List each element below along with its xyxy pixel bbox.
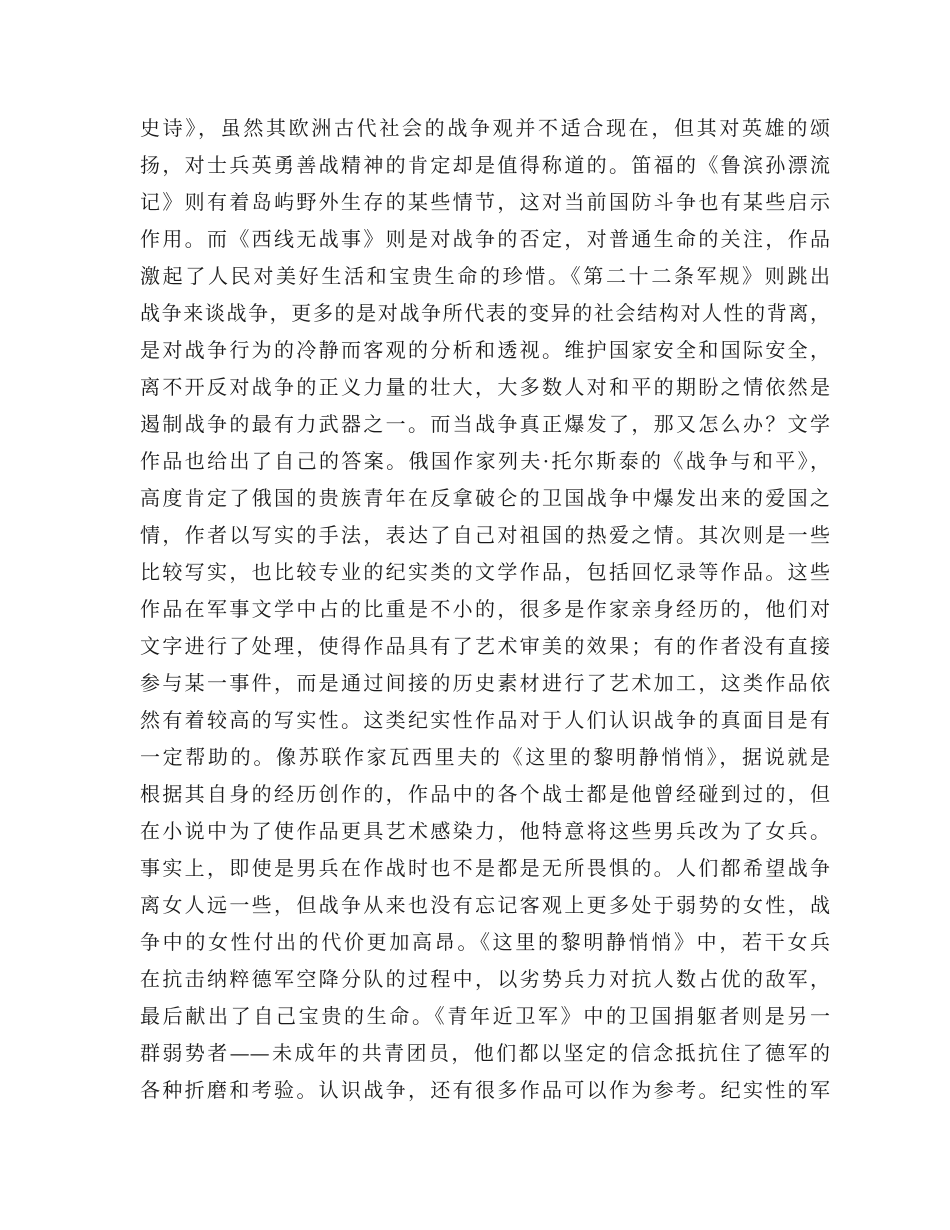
text-line: 记》则有着岛屿野外生存的某些情节，这对当前国防斗争也有某些启示 [140,190,830,214]
text-line: 争中的女性付出的代价更加高昂。《这里的黎明静悄悄》中，若干女兵 [140,930,830,954]
text-line: 各种折磨和考验。认识战争，还有很多作品可以作为参考。纪实性的军 [140,1078,830,1102]
text-line: 作用。而《西线无战事》则是对战争的否定，对普通生命的关注，作品 [140,227,830,251]
text-line: 比较写实，也比较专业的纪实类的文学作品，包括回忆录等作品。这些 [140,560,830,584]
text-line: 高度肯定了俄国的贵族青年在反拿破仑的卫国战争中爆发出来的爱国之 [140,486,830,510]
text-line: 根据其自身的经历创作的，作品中的各个战士都是他曾经碰到过的，但 [140,782,830,806]
text-line: 遏制战争的最有力武器之一。而当战争真正爆发了，那又怎么办？文学 [140,412,830,436]
text-line: 离女人远一些，但战争从来也没有忘记客观上更多处于弱势的女性，战 [140,893,830,917]
text-line: 在抗击纳粹德军空降分队的过程中，以劣势兵力对抗人数占优的敌军， [140,967,830,991]
text-line: 群弱势者——未成年的共青团员，他们都以坚定的信念抵抗住了德军的 [140,1041,830,1065]
text-line: 然有着较高的写实性。这类纪实性作品对于人们认识战争的真面目是有 [140,708,830,732]
text-line: 参与某一事件，而是通过间接的历史素材进行了艺术加工，这类作品依 [140,671,830,695]
text-line: 情，作者以写实的手法，表达了自己对祖国的热爱之情。其次则是一些 [140,523,830,547]
text-line: 史诗》，虽然其欧洲古代社会的战争观并不适合现在，但其对英雄的颂 [140,116,830,140]
text-line: 一定帮助的。像苏联作家瓦西里夫的《这里的黎明静悄悄》，据说就是 [140,745,830,769]
text-line: 作品也给出了自己的答案。俄国作家列夫·托尔斯泰的《战争与和平》， [140,449,830,473]
body-paragraph [140,110,830,1109]
text-line: 作品在军事文学中占的比重是不小的，很多是作家亲身经历的，他们对 [140,597,830,621]
text-line: 事实上，即使是男兵在作战时也不是都是无所畏惧的。人们都希望战争 [140,856,830,880]
text-line: 是对战争行为的冷静而客观的分析和透视。维护国家安全和国际安全， [140,338,830,362]
text-line: 文字进行了处理，使得作品具有了艺术审美的效果；有的作者没有直接 [140,634,830,658]
text-line: 战争来谈战争，更多的是对战争所代表的变异的社会结构对人性的背离， [140,301,830,325]
text-line: 扬，对士兵英勇善战精神的肯定却是值得称道的。笛福的《鲁滨孙漂流 [140,153,830,177]
text-line: 在小说中为了使作品更具艺术感染力，他特意将这些男兵改为了女兵。 [140,819,830,843]
text-line: 最后献出了自己宝贵的生命。《青年近卫军》中的卫国捐躯者则是另一 [140,1004,830,1028]
text-line: 激起了人民对美好生活和宝贵生命的珍惜。《第二十二条军规》则跳出 [140,264,830,288]
text-line: 离不开反对战争的正义力量的壮大，大多数人对和平的期盼之情依然是 [140,375,830,399]
